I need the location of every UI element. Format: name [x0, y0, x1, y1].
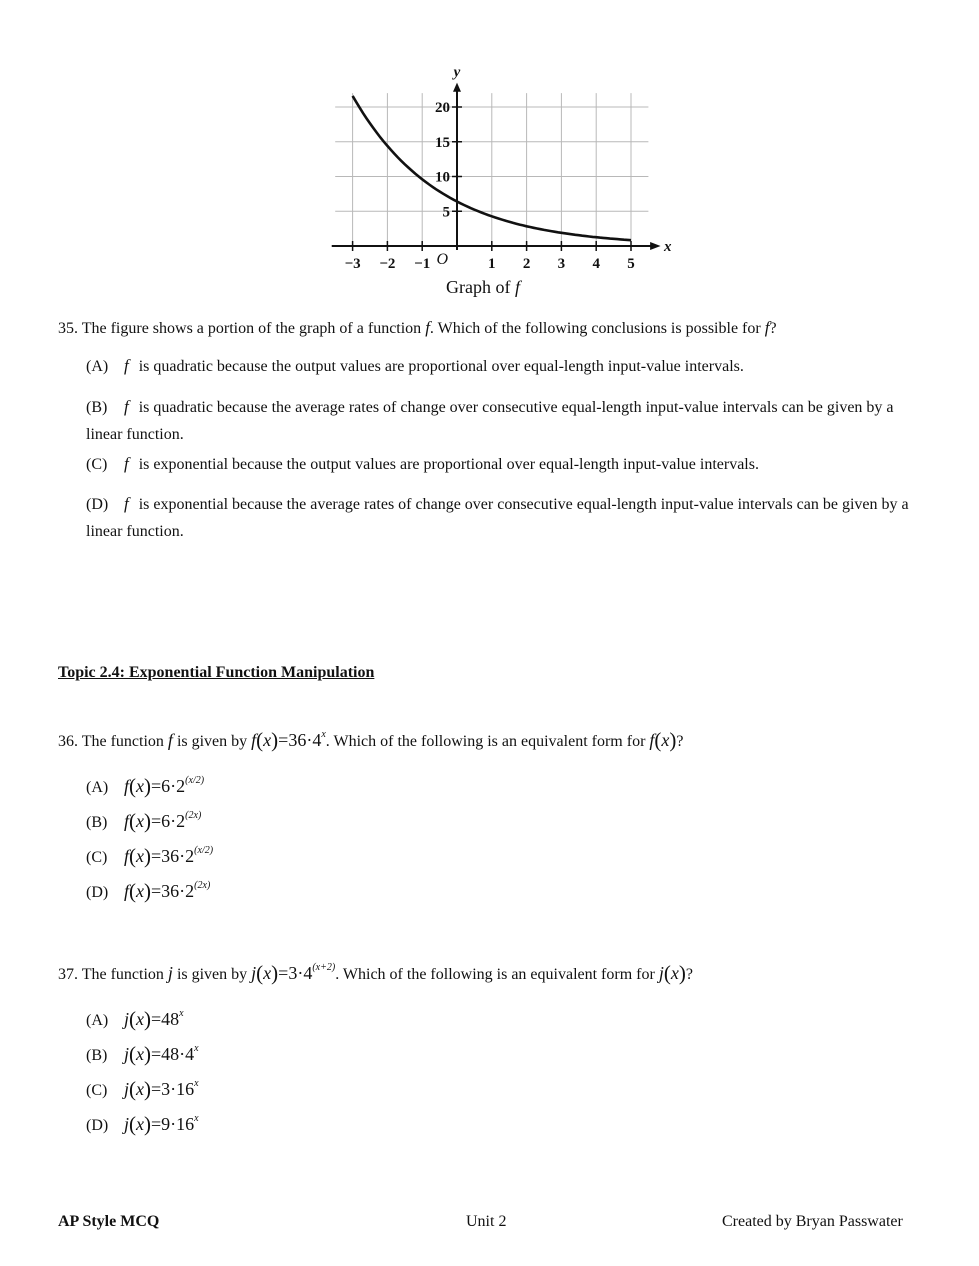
- q36-option-c-expr: $f(x)=36\cdot 2^{(x/2)}$: [124, 844, 214, 868]
- q35-option-c[interactable]: [86, 453, 759, 476]
- q37-option-c[interactable]: [86, 1070, 199, 1105]
- q35-option-b-label: (B): [86, 399, 108, 416]
- q37-option-a-label: (A): [86, 1012, 109, 1029]
- q35-option-a-label: (A): [86, 358, 109, 375]
- q35-option-b-var: f: [124, 397, 129, 416]
- x-tick-label: −2: [379, 256, 396, 272]
- topic-heading: Topic 2.4: Exponential Function Manipulation: [58, 664, 375, 681]
- q36-option-b[interactable]: [86, 802, 201, 837]
- y-tick-label: 5: [442, 204, 450, 221]
- y-tick-label: 10: [435, 169, 450, 186]
- x-tick-label: 4: [592, 256, 600, 272]
- q36-option-d-label: (D): [86, 884, 109, 901]
- q37-option-b-label: (B): [86, 1047, 108, 1064]
- q36-definition: $f(x)=36\cdot 4^x$: [251, 728, 326, 752]
- q35-option-d-label: (D): [86, 496, 109, 513]
- q36-option-a-expr: $f(x)=6\cdot 2^{(x/2)}$: [124, 774, 205, 798]
- chart-grid: [335, 93, 648, 246]
- x-axis-label: x: [664, 239, 672, 255]
- q36-var: f: [167, 730, 173, 750]
- q35-option-a[interactable]: [86, 355, 744, 378]
- footer-center: Unit 2: [466, 1213, 507, 1230]
- q37-stem-c: . Which of the following is an equivalent form for: [335, 966, 655, 983]
- q37-var: j: [167, 963, 173, 983]
- q36-stem: [58, 724, 684, 753]
- q35-option-c-var: f: [124, 454, 129, 473]
- q36-option-b-expr: $f(x)=6\cdot 2^{(2x)}$: [124, 809, 202, 833]
- q36-stem-d: ?: [676, 733, 684, 750]
- x-tick-label: 5: [627, 256, 635, 272]
- q37-number: 37.: [58, 966, 78, 983]
- q36-option-a[interactable]: [86, 767, 204, 802]
- graph-caption: [446, 276, 520, 298]
- x-tick-label: 1: [488, 256, 496, 272]
- x-tick-label: 2: [522, 256, 531, 272]
- x-tick-label: −1: [414, 256, 431, 272]
- y-axis-label: y: [453, 64, 461, 81]
- x-tick-label: −3: [344, 256, 361, 272]
- q35-option-c-text: is exponential because the output values are proportional over equal-length input-value intervals.: [138, 456, 759, 473]
- q36-stem-a: The function: [81, 733, 164, 750]
- q37-option-d[interactable]: [86, 1105, 199, 1140]
- graph-of-f: [0, 0, 979, 300]
- y-axis-arrow: [453, 83, 461, 92]
- q35-option-d[interactable]: [86, 490, 926, 545]
- q36-option-c[interactable]: [86, 837, 213, 872]
- q37-option-b[interactable]: [86, 1035, 199, 1070]
- q37-option-a-expr: $j(x)=48^x$: [124, 1007, 184, 1031]
- q37-stem: [58, 957, 693, 986]
- q35-number: 35.: [58, 320, 78, 337]
- q36-option-d[interactable]: [86, 872, 210, 907]
- q35-option-b[interactable]: [86, 393, 926, 448]
- graph-caption-prefix: Graph of: [446, 277, 511, 297]
- q36-number: 36.: [58, 733, 78, 750]
- q35-stem-c: ?: [769, 320, 777, 337]
- q37-stem-b: is given by: [176, 966, 248, 983]
- y-tick-label: 15: [435, 134, 450, 151]
- q36-option-c-label: (C): [86, 849, 108, 866]
- q35-stem-b: . Which of the following conclusions is possible for: [429, 320, 761, 337]
- q37-option-b-expr: $j(x)=48\cdot 4^x$: [124, 1042, 199, 1066]
- graph-caption-var: f: [514, 277, 520, 297]
- q36-option-a-label: (A): [86, 779, 109, 796]
- q37-option-c-expr: $j(x)=3\cdot 16^x$: [124, 1077, 199, 1101]
- q36-option-d-expr: $f(x)=36\cdot 2^{(2x)}$: [124, 879, 211, 903]
- q35-option-d-text: is exponential because the average rates of change over consecutive equal-length input-value intervals can be given by a linear function.: [86, 496, 909, 540]
- q37-option-d-label: (D): [86, 1117, 109, 1134]
- y-tick-label: 20: [435, 100, 450, 116]
- q35-option-a-var: f: [124, 356, 129, 375]
- q35-option-d-var: f: [124, 494, 129, 513]
- q35-var-2: f: [764, 318, 770, 337]
- q36-stem-c: . Which of the following is an equivalent form for: [325, 733, 646, 750]
- q35-option-b-text: is quadratic because the average rates of change over consecutive equal-length input-value intervals can be given by a linear function.: [86, 399, 894, 443]
- x-tick-label: 3: [557, 256, 566, 272]
- q35-stem: [58, 317, 777, 340]
- x-axis-arrow: [650, 242, 660, 250]
- q36-stem-b: is given by: [176, 733, 248, 750]
- q35-stem-a: The figure shows a portion of the graph of a function: [81, 320, 422, 337]
- q36-fx: f(x): [649, 728, 677, 752]
- q37-option-d-expr: $j(x)=9\cdot 16^x$: [124, 1112, 199, 1136]
- chart-axes: [332, 83, 661, 250]
- q35-option-c-label: (C): [86, 456, 108, 473]
- q37-stem-d: ?: [685, 966, 693, 983]
- origin-label: O: [436, 251, 448, 268]
- q37-stem-a: The function: [81, 966, 164, 983]
- q35-option-a-text: is quadratic because the output values are proportional over equal-length input-value intervals.: [138, 358, 744, 375]
- q37-option-c-label: (C): [86, 1082, 108, 1099]
- q37-jx: j(x): [658, 961, 686, 985]
- q35-var: f: [425, 318, 430, 337]
- footer-right: Created by Bryan Passwater: [722, 1213, 903, 1230]
- q36-option-b-label: (B): [86, 814, 108, 831]
- footer-left: AP Style MCQ: [58, 1213, 160, 1230]
- q37-option-a[interactable]: [86, 1000, 184, 1035]
- q37-definition: $j(x)=3\cdot 4^{(x+2)}$: [251, 961, 336, 985]
